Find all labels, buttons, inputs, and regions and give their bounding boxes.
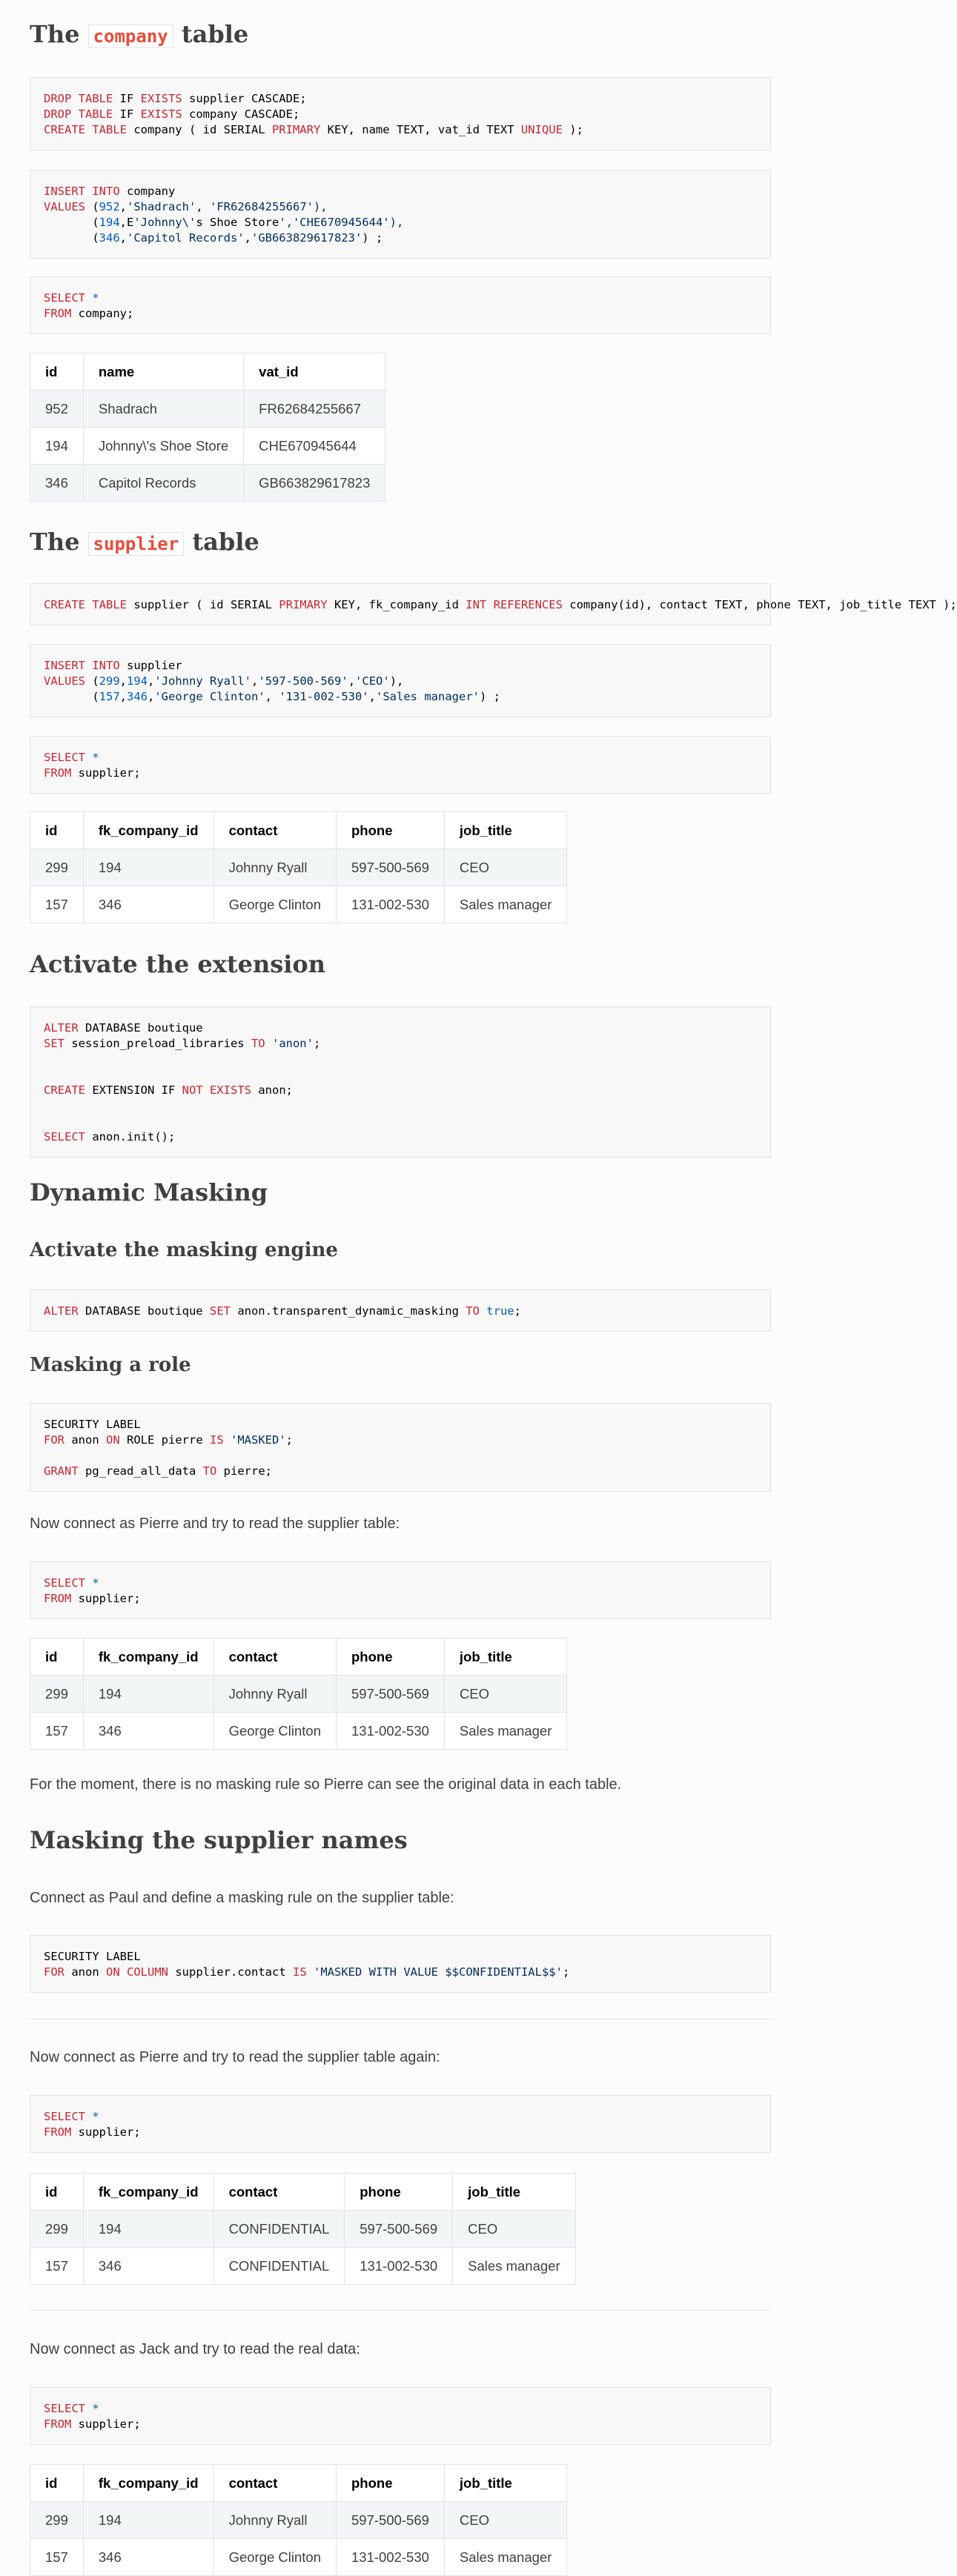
code-token: , [119,690,127,703]
code-token: 'Johnny Ryall' [154,674,252,688]
code-token: KEY, name TEXT, vat_id TEXT [320,123,521,136]
code-block-insert-company[interactable] [30,170,771,259]
code-token: FROM [44,307,72,320]
code-token: 346 [99,231,120,245]
column-header: job_title [444,812,566,849]
code-token: FROM [44,1592,72,1605]
code-token: ), [389,216,404,229]
table-row [30,2502,567,2539]
code-token: * [92,2110,99,2123]
heading-code: supplier [88,532,185,556]
code-token: TO [466,1304,480,1318]
code-token: 299 [99,674,120,688]
code-token: pierre; [216,1464,272,1478]
table-row [30,2539,567,2576]
table-cell: Sales manager [453,2248,575,2285]
code-token: , [348,674,356,688]
code-token: anon.transparent_dynamic_masking [230,1304,466,1318]
code-token: , [368,690,376,703]
code-token: SELECT [44,2110,85,2123]
code-token: KEY, fk_company_id [327,598,466,611]
code-token: ,E [119,216,134,229]
code-token: GRANT [44,1464,79,1478]
code-token: SELECT [44,1130,85,1143]
code-token: 'Sales manager' [376,690,480,703]
column-header: phone [337,812,445,849]
table-cell: Capitol Records [83,465,243,502]
table-cell: Johnny Ryall [213,2502,336,2539]
supplier-result-table-pierre [30,1638,567,1750]
table-header-row [30,1639,567,1676]
table-header-row [30,353,385,391]
code-token: supplier ( id SERIAL [126,598,279,611]
code-token [85,2110,92,2123]
masking-names-heading: Masking the supplier names [30,1826,408,1854]
code-token: ; [285,1433,294,1447]
code-token: * [92,2402,99,2415]
code-token: TO [251,1037,265,1050]
code-token: FROM [44,766,72,780]
paragraph-pierre-connect: Now connect as Pierre and try to read the supplier table: [30,1516,400,1532]
code-token [120,1965,127,1979]
code-token: company CASCADE; [182,107,300,121]
code-token: , [148,674,155,688]
code-token: anon; [251,1083,293,1097]
code-block-drop-create-company[interactable] [30,77,771,150]
code-token [480,1304,486,1318]
code-token: ON [106,1433,120,1447]
paragraph-pierre-again: Now connect as Pierre and try to read the supplier table again: [30,2049,440,2065]
code-block-select-supplier-jack[interactable] [30,2387,771,2445]
column-header: phone [345,2174,453,2211]
code-token: ), [314,200,328,213]
table-cell: 597-500-569 [337,849,445,886]
code-token: INT [466,598,487,611]
code-token: TO [202,1464,217,1478]
column-header: job_title [444,1639,566,1676]
table-cell: Johnny\'s Shoe Store [83,428,243,465]
code-token: IS [210,1433,224,1447]
code-token: 'FR62684255667' [210,200,314,213]
code-token: true [486,1304,514,1318]
code-token: 'Capitol Records' [127,231,245,245]
table-cell: CEO [444,1676,566,1713]
code-token: SECURITY LABEL [44,1418,141,1431]
code-token: , [196,200,211,213]
table-cell: 131-002-530 [337,886,445,923]
code-token [224,1433,231,1447]
code-block-select-supplier[interactable] [30,736,771,794]
code-token: supplier; [71,1592,141,1605]
table-cell: 157 [30,1713,84,1750]
code-token: INSERT INTO [44,185,120,198]
code-token: anon [64,1965,106,1979]
table-row [30,849,567,886]
code-token: company [119,185,176,198]
code-token: EXISTS [140,92,182,105]
code-token: anon [64,1433,106,1447]
code-token: 'George Clinton' [154,690,265,703]
table-row [30,428,385,465]
company-result-table [30,353,385,502]
code-token: SET [209,1304,231,1318]
column-header: phone [337,2465,445,2502]
code-token: ( [44,690,99,703]
table-cell: 597-500-569 [337,2502,445,2539]
code-token: , [119,200,128,213]
code-token: CREATE [44,1083,85,1097]
table-cell: George Clinton [213,2539,336,2576]
column-header: fk_company_id [83,2174,213,2211]
code-token: '597-500-569' [258,674,348,688]
table-cell: 346 [83,2539,213,2576]
table-cell: Johnny Ryall [213,1676,336,1713]
code-block-select-supplier-pierre-again[interactable] [30,2095,771,2153]
table-header-row [30,812,567,849]
code-block-insert-supplier[interactable] [30,644,771,717]
code-token: * [92,291,99,305]
code-token: FROM [44,2125,72,2139]
table-cell: 346 [30,465,84,502]
code-token: ROLE pierre [119,1433,210,1447]
code-token: supplier; [71,2125,141,2139]
code-token: company ( id SERIAL [126,123,272,136]
table-cell: 299 [30,849,84,886]
code-token: SET [44,1037,64,1050]
code-token: company(id), contact TEXT, phone TEXT, job_title TEXT ); [562,598,957,611]
code-token: REFERENCES [493,598,563,611]
code-token: ALTER [44,1021,79,1035]
code-token: session_preload_libraries [64,1037,251,1050]
code-token: 'MASKED' [231,1433,286,1447]
code-token: s Shoe Store [196,216,279,229]
column-header: contact [213,812,336,849]
activate-extension-heading: Activate the extension [30,950,326,978]
masking-role-heading: Masking a role [30,1354,191,1376]
column-header: fk_company_id [83,1639,213,1676]
code-token: ; [313,1037,321,1050]
column-header: id [30,812,84,849]
code-token: DROP TABLE [44,107,113,121]
code-token: 952 [99,200,120,213]
code-token: IF [113,92,141,105]
paragraph-jack-connect: Now connect as Jack and try to read the real data: [30,2341,360,2357]
code-token: , [119,674,128,688]
table-cell: CEO [444,849,566,886]
table-cell: CONFIDENTIAL [213,2211,345,2248]
code-block-activate-engine[interactable] [30,1289,771,1332]
code-token [307,1965,314,1979]
code-token: supplier [119,659,182,672]
table-cell: 157 [30,2248,84,2285]
heading-prefix: The [30,528,80,556]
code-token: PRIMARY [271,123,321,136]
code-block-activate-extension[interactable] [30,1006,771,1158]
code-token: UNIQUE [520,123,563,136]
supplier-result-table [30,811,567,923]
column-header: id [30,2174,84,2211]
table-cell: 299 [30,2211,84,2248]
code-block-select-company[interactable] [30,276,771,334]
code-token: FOR [44,1433,64,1447]
supplier-table-heading [30,524,259,562]
code-token: supplier CASCADE; [182,92,307,105]
code-token: INSERT INTO [44,659,120,672]
code-token: DATABASE boutique [78,1021,203,1035]
code-token: ; [514,1304,521,1318]
column-header: fk_company_id [83,812,213,849]
code-token: ), [389,674,404,688]
table-cell: 346 [83,2248,213,2285]
heading-code: company [88,24,173,48]
code-token: * [92,1576,99,1590]
column-header: contact [213,1639,336,1676]
code-token: , [244,231,251,245]
code-token: , [119,231,127,245]
table-cell: 131-002-530 [337,2539,445,2576]
table-cell: 131-002-530 [337,1713,445,1750]
supplier-result-table-jack [30,2464,567,2576]
code-token: ( [44,231,99,245]
column-header: phone [337,1639,445,1676]
table-cell: 194 [83,849,213,886]
paragraph-paul-connect: Connect as Paul and define a masking rule on the supplier table: [30,1890,454,1906]
code-token: EXISTS [140,107,182,121]
code-token: 'GB663829617823' [251,231,362,245]
table-cell: CEO [444,2502,566,2539]
table-cell: Sales manager [444,1713,566,1750]
table-cell: George Clinton [213,886,336,923]
column-header: id [30,353,84,391]
table-row [30,1676,567,1713]
code-token: ','CHE670945644' [279,216,390,229]
code-token: 194 [99,216,120,229]
code-token: SELECT [44,2402,85,2415]
column-header: contact [213,2174,345,2211]
supplier-masked-result-table [30,2173,576,2285]
code-token: , [251,674,259,688]
table-cell: CEO [453,2211,575,2248]
code-token: * [92,751,99,764]
code-token: VALUES [44,200,85,213]
table-cell: CONFIDENTIAL [213,2248,345,2285]
table-cell: Johnny Ryall [213,849,336,886]
code-token: 'Shadrach' [127,200,196,213]
code-token: ALTER [44,1304,79,1318]
code-token: FOR [44,1965,64,1979]
code-token: DROP TABLE [44,92,113,105]
code-token: 'MASKED WITH VALUE $$CONFIDENTIAL$$' [314,1965,563,1979]
code-token: SELECT [44,751,85,764]
paragraph-no-masking-rule: For the moment, there is no masking rule so Pierre can see the original data in each table. [30,1776,622,1793]
table-cell: 597-500-569 [337,1676,445,1713]
code-token: supplier; [71,2417,141,2431]
table-cell: FR62684255667 [244,391,385,428]
code-token [203,1083,210,1097]
table-cell: Sales manager [444,2539,566,2576]
code-token [85,1576,92,1590]
code-token: ) ; [362,231,383,245]
code-token: supplier; [71,766,141,780]
code-token: CREATE TABLE [44,598,127,611]
code-block-create-supplier[interactable] [30,583,957,625]
code-token: COLUMN [127,1965,169,1979]
column-header: job_title [444,2465,566,2502]
company-table-heading [30,16,248,54]
column-header: name [83,353,243,391]
column-header: id [30,1639,84,1676]
code-token: 'anon' [271,1037,314,1050]
heading-prefix: The [30,20,80,48]
code-token: , [265,690,279,703]
code-token [85,291,92,305]
code-token [85,751,92,764]
code-token: 'CEO' [355,674,390,688]
code-token: SELECT [44,1576,85,1590]
table-cell: Shadrach [83,391,243,428]
code-token: ( [44,216,99,229]
code-token: IF [113,107,141,121]
code-token: EXTENSION IF [85,1083,182,1097]
table-cell: GB663829617823 [244,465,385,502]
table-header-row [30,2174,576,2211]
column-header: id [30,2465,84,2502]
table-cell: 346 [83,1713,213,1750]
code-token: 'Johnny\' [133,216,196,229]
code-token: ) ; [479,690,500,703]
code-token: ( [85,674,99,688]
code-token: PRIMARY [279,598,328,611]
table-row [30,391,385,428]
table-cell: CHE670945644 [244,428,385,465]
table-cell: 597-500-569 [345,2211,453,2248]
divider [30,2310,771,2311]
code-token: ( [85,200,99,213]
table-cell: 952 [30,391,84,428]
table-cell: 299 [30,2502,84,2539]
table-cell: Sales manager [444,886,566,923]
code-token: EXISTS [210,1083,251,1097]
code-token [85,2402,92,2415]
code-token: pg_read_all_data [78,1464,203,1478]
code-token: SECURITY LABEL [44,1950,141,1963]
table-cell: 194 [83,1676,213,1713]
table-cell: 194 [83,2502,213,2539]
code-token: '131-002-530' [279,690,369,703]
code-token: DATABASE boutique [78,1304,210,1318]
code-block-masking-rule[interactable] [30,1935,771,1993]
code-token: 194 [127,674,148,688]
code-token: 346 [127,690,148,703]
table-row [30,2248,576,2285]
column-header: job_title [453,2174,575,2211]
column-header: fk_company_id [83,2465,213,2502]
table-row [30,886,567,923]
code-token: CREATE TABLE [44,123,127,136]
code-token: ; [562,1965,570,1979]
activate-engine-heading: Activate the masking engine [30,1239,338,1261]
code-token: ON [106,1965,120,1979]
table-row [30,2211,576,2248]
table-row [30,1713,567,1750]
code-token: ); [562,123,583,136]
code-token: FROM [44,2417,72,2431]
table-row [30,465,385,502]
dynamic-masking-heading: Dynamic Masking [30,1178,268,1206]
table-cell: 157 [30,2539,84,2576]
code-block-masking-role[interactable] [30,1403,771,1492]
table-header-row [30,2465,567,2502]
table-cell: 346 [83,886,213,923]
code-token: NOT [182,1083,203,1097]
table-cell: 157 [30,886,84,923]
code-token: supplier.contact [168,1965,293,1979]
table-cell: 131-002-530 [345,2248,453,2285]
table-cell: 299 [30,1676,84,1713]
code-token: company; [71,307,134,320]
table-cell: 194 [30,428,84,465]
code-token: anon.init(); [85,1130,176,1143]
column-header: vat_id [244,353,385,391]
code-token: 157 [99,690,120,703]
code-token: , [148,690,155,703]
code-block-select-supplier-pierre[interactable] [30,1561,771,1619]
table-cell: George Clinton [213,1713,336,1750]
code-token: SELECT [44,291,85,305]
code-token: VALUES [44,674,85,688]
code-token [486,598,493,611]
column-header: contact [213,2465,336,2502]
heading-suffix: table [192,528,259,556]
code-token: IS [293,1965,307,1979]
table-cell: 194 [83,2211,213,2248]
heading-suffix: table [181,20,249,48]
code-token [265,1037,272,1050]
